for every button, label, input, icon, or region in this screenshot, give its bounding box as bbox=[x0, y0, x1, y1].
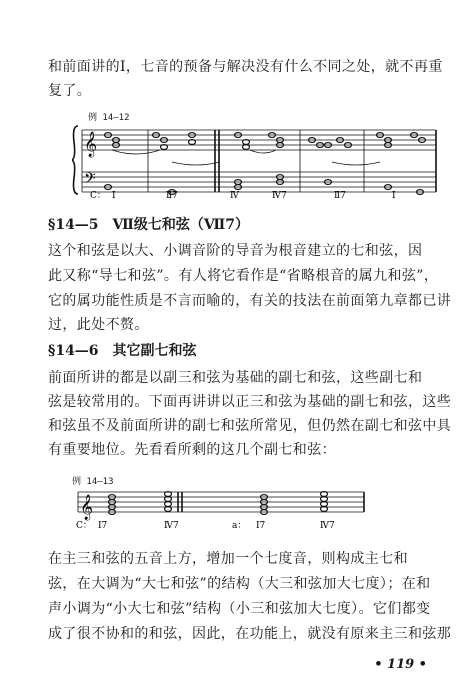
svg-text:𝄞: 𝄞 bbox=[84, 132, 98, 157]
section6-line-4: 有重要地位。先看看所剩的这几个副七和弦： bbox=[48, 442, 336, 458]
numeral-2: Ⅱ7 bbox=[166, 191, 178, 198]
example-label: 例 14—12 bbox=[88, 113, 130, 123]
section-heading-14-5: §14—5 Ⅶ级七和弦（Ⅶ7） bbox=[48, 217, 249, 233]
numeral-1: I bbox=[112, 191, 116, 198]
ex2-numeral-3: Ⅰ7 bbox=[256, 521, 266, 531]
numeral-4: Ⅳ7 bbox=[272, 191, 287, 198]
section-heading-14-6: §14—6 其它副七和弦 bbox=[48, 343, 197, 359]
closing-line-1: 在主三和弦的五音上方，增加一个七度音，则构成主七和 bbox=[48, 551, 408, 567]
section6-line-3: 和弦虽不及前面所讲的副七和弦所常见，但仍然在副七和弦中具 bbox=[48, 418, 452, 434]
ex2-numeral-2: Ⅳ7 bbox=[164, 521, 179, 531]
music-example-1 bbox=[72, 118, 442, 198]
closing-line-3: 声小调为“小大七和弦”结构（小三和弦加大七度）。它们都变 bbox=[48, 601, 431, 617]
music-example-2 bbox=[72, 484, 372, 532]
closing-line-4: 成了很不协和的和弦，因此，在功能上，就没有原来主三和弦那 bbox=[48, 626, 452, 642]
example1-key: C： bbox=[90, 191, 106, 198]
section5-line-1: 这个和弦是以大、小调音阶的导音为根音建立的七和弦，因 bbox=[48, 243, 423, 259]
numeral-3: Ⅳ bbox=[230, 191, 239, 198]
ex2-numeral-4: Ⅳ7 bbox=[320, 521, 335, 531]
svg-text:𝄞: 𝄞 bbox=[80, 495, 94, 520]
section5-line-4: 过，此处不赘。 bbox=[48, 317, 149, 333]
section6-line-1: 前面所讲的都是以副三和弦为基础的副七和弦，这些副七和 bbox=[48, 370, 423, 386]
ex2-numeral-1: I7 bbox=[98, 521, 108, 531]
section5-line-3: 它的属功能性质是不言而喻的，有关的技法在前面第九章都已讲 bbox=[48, 293, 452, 309]
intro-line-2: 复了。 bbox=[48, 83, 92, 99]
example2-label: 例 14—13 bbox=[72, 477, 114, 487]
closing-line-2: 弦，在大调为“大七和弦”的结构（大三和弦加大七度）；在和 bbox=[48, 576, 431, 592]
example2-right-key: a： bbox=[232, 521, 247, 531]
numeral-5: Ⅱ7 bbox=[334, 191, 346, 198]
intro-line-1: 和前面讲的Ⅰ，七音的预备与解决没有什么不同之处，就不再重 bbox=[48, 59, 443, 75]
section5-line-2: 此又称“导七和弦”。有人将它看作是“省略根音的属九和弦”， bbox=[48, 268, 439, 284]
svg-text:𝄢: 𝄢 bbox=[84, 170, 96, 191]
section6-line-2: 弦是较常用的。下面再讲讲以正三和弦为基础的副七和弦，这些 bbox=[48, 394, 452, 410]
numeral-6: Ⅰ bbox=[392, 191, 396, 198]
page-number: • 119 • bbox=[374, 657, 427, 672]
example2-left-key: C： bbox=[76, 521, 92, 531]
